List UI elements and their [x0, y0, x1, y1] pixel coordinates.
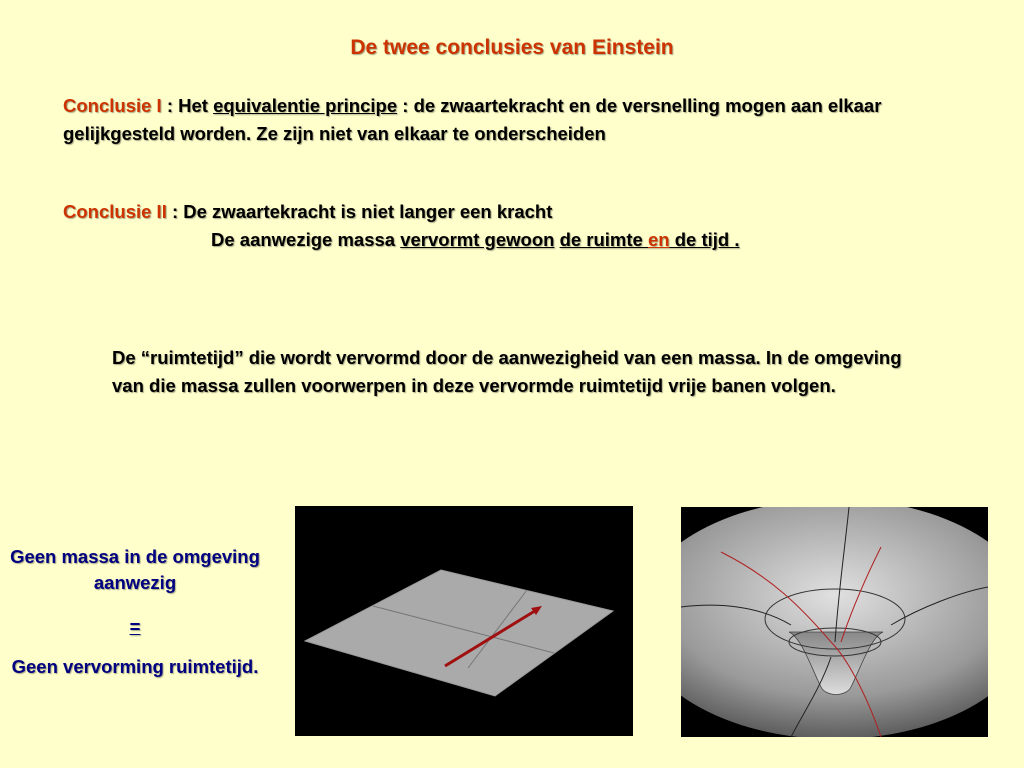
- no-deformation-label: Geen vervorming ruimtetijd.: [11, 656, 259, 677]
- conclusion-2: [63, 198, 983, 254]
- equals-sign: =: [129, 616, 141, 637]
- spacetime-description: De “ruimtetijd” die wordt vervormd door de aanwezigheid van een massa. In de omgeving van die massa zullen voorwerpen in deze vervormde ruimtetijd vrije banen volgen.: [112, 347, 902, 396]
- conclusion-2-term2b: de tijd: [669, 229, 735, 250]
- conclusion-1-label: Conclusie I: [63, 95, 162, 116]
- conclusion-2-label: Conclusie II: [63, 201, 167, 222]
- no-mass-label: Geen massa in de omgeving aanwezig: [10, 546, 260, 593]
- conclusion-2-term2a: de ruimte: [559, 229, 648, 250]
- conclusion-2-line2: [63, 226, 983, 254]
- conclusion-1-text: : de zwaartekracht en de versnelling mogen aan elkaar gelijkgesteld worden. Ze zijn niet van elkaar te onderscheiden: [63, 95, 882, 144]
- flat-spacetime-image: [295, 506, 633, 736]
- curved-spacetime-image: [681, 507, 988, 737]
- conclusion-2-line1: : De zwaartekracht is niet langer een kracht: [166, 201, 553, 222]
- conclusion-2-prefix: De aanwezige massa: [211, 229, 401, 250]
- conclusion-2-term1: vervormt gewoon: [400, 229, 555, 250]
- conclusion-1: [63, 92, 983, 148]
- conclusion-2-en: en: [647, 229, 670, 250]
- curved-surface: [681, 507, 988, 737]
- conclusion-1-term: equivalentie principe: [213, 95, 398, 116]
- flat-grid-plane: [305, 570, 613, 696]
- conclusion-2-end: .: [734, 229, 740, 250]
- slide-title: De twee conclusies van Einstein: [350, 36, 674, 59]
- conclusion-1-sep: : Het: [161, 95, 214, 116]
